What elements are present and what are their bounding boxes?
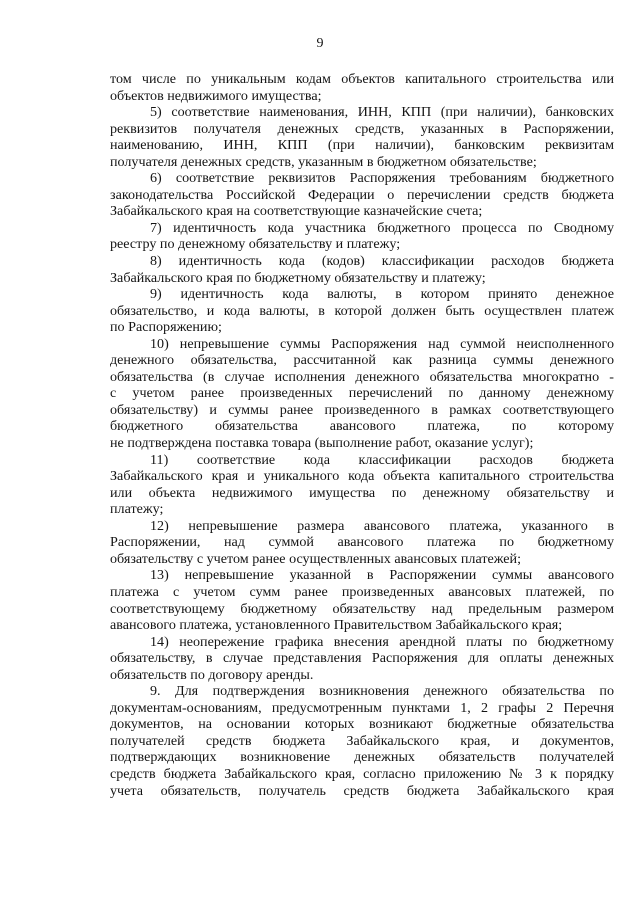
text-line: платежа с учетом сумм ранее произведенных авансовых платежей, по <box>110 583 614 600</box>
text-line: обязательств по договору аренды. <box>110 666 314 683</box>
text-line: 9. Для подтверждения возникновения денежного обязательства по <box>150 683 614 700</box>
text-line: по Распоряжению; <box>110 319 222 336</box>
text-line: 8) идентичность кода (кодов) классификации расходов бюджета <box>150 253 614 270</box>
text-line: 10) непревышение суммы Распоряжения над суммой неисполненного <box>150 335 614 352</box>
text-line: документов, на основании которых возникают бюджетные обязательства <box>110 716 614 733</box>
text-line: 6) соответствие реквизитов Распоряжения требованиям бюджетного <box>150 170 614 187</box>
text-line: соответствующему бюджетному обязательству над предельным размером <box>110 600 614 617</box>
text-line: том числе по уникальным кодам объектов капитального строительства или <box>110 71 614 87</box>
text-line: денежного обязательства, рассчитанной как разница суммы денежного <box>110 352 614 369</box>
document-body <box>110 71 614 799</box>
text-line: 13) непревышение указанной в Распоряжении суммы авансового <box>150 567 614 584</box>
text-line: обязательству с учетом ранее осуществленных авансовых платежей; <box>110 550 522 567</box>
text-line: обязательства (в случае исполнения денежного обязательства многократно - <box>110 368 614 385</box>
text-line: обязательство, и кода валюты, в которой должен быть осуществлен платеж <box>110 302 614 319</box>
text-line: средств бюджета Забайкальского края, согласно приложению № 3 к порядку <box>110 765 614 782</box>
text-line: учета обязательств, получатель средств бюджета Забайкальского края <box>110 782 614 799</box>
text-line: законодательства Российской Федерации о перечислении средств бюджета <box>110 186 614 203</box>
text-line: реквизитов получателя денежных средств, указанных в Распоряжении, <box>110 120 614 137</box>
text-line: получателей средств бюджета Забайкальского края, и документов, <box>110 732 614 749</box>
text-line: 9) идентичность кода валюты, в котором принято денежное <box>150 286 614 303</box>
text-line: 7) идентичность кода участника бюджетного процесса по Сводному <box>150 219 614 236</box>
text-line: Забайкальского края и уникального кода объекта капитального строительства <box>110 468 614 485</box>
text-line: 11) соответствие кода классификации расходов бюджета <box>150 451 614 468</box>
text-line: документам-основаниям, предусмотренным пунктами 1, 2 графы 2 Перечня <box>110 699 614 716</box>
text-line: 12) непревышение размера авансового платежа, указанного в <box>150 517 614 534</box>
text-line: платежу; <box>110 501 164 518</box>
text-line: обязательству) и суммы ранее произведенного в рамках соответствующего <box>110 401 614 418</box>
text-line: объектов недвижимого имущества; <box>110 87 322 104</box>
text-line: авансового платежа, установленного Правительством Забайкальского края; <box>110 617 563 634</box>
text-line: бюджетного обязательства авансового платежа, по которому <box>110 418 614 435</box>
text-line: Забайкальского края по бюджетному обязательству и платежу; <box>110 269 486 286</box>
text-line: подтверждающих возникновение денежных обязательств получателей <box>110 749 614 766</box>
text-line: Распоряжении, над суммой авансового платежа по бюджетному <box>110 534 614 551</box>
text-line: или объекта недвижимого имущества по денежному обязательству и <box>110 484 614 501</box>
text-line: реестру по денежному обязательству и платежу; <box>110 236 401 253</box>
text-line: не подтверждена поставка товара (выполнение работ, оказание услуг); <box>110 435 534 452</box>
text-line: с учетом ранее произведенных перечислений по данному денежному <box>110 385 614 402</box>
text-line: 14) неопережение графика внесения арендной платы по бюджетному <box>150 633 614 650</box>
text-line: 5) соответствие наименования, ИНН, КПП (при наличии), банковских <box>150 104 614 121</box>
text-line: обязательству, в случае представления Распоряжения для оплаты денежных <box>110 650 614 667</box>
text-line: получателя денежных средств, указанным в бюджетном обязательстве; <box>110 153 537 170</box>
text-line: наименованию, ИНН, КПП (при наличии), банковским реквизитам <box>110 137 614 154</box>
page-number: 9 <box>316 36 324 51</box>
text-line: Забайкальского края на соответствующие казначейские счета; <box>110 203 483 220</box>
